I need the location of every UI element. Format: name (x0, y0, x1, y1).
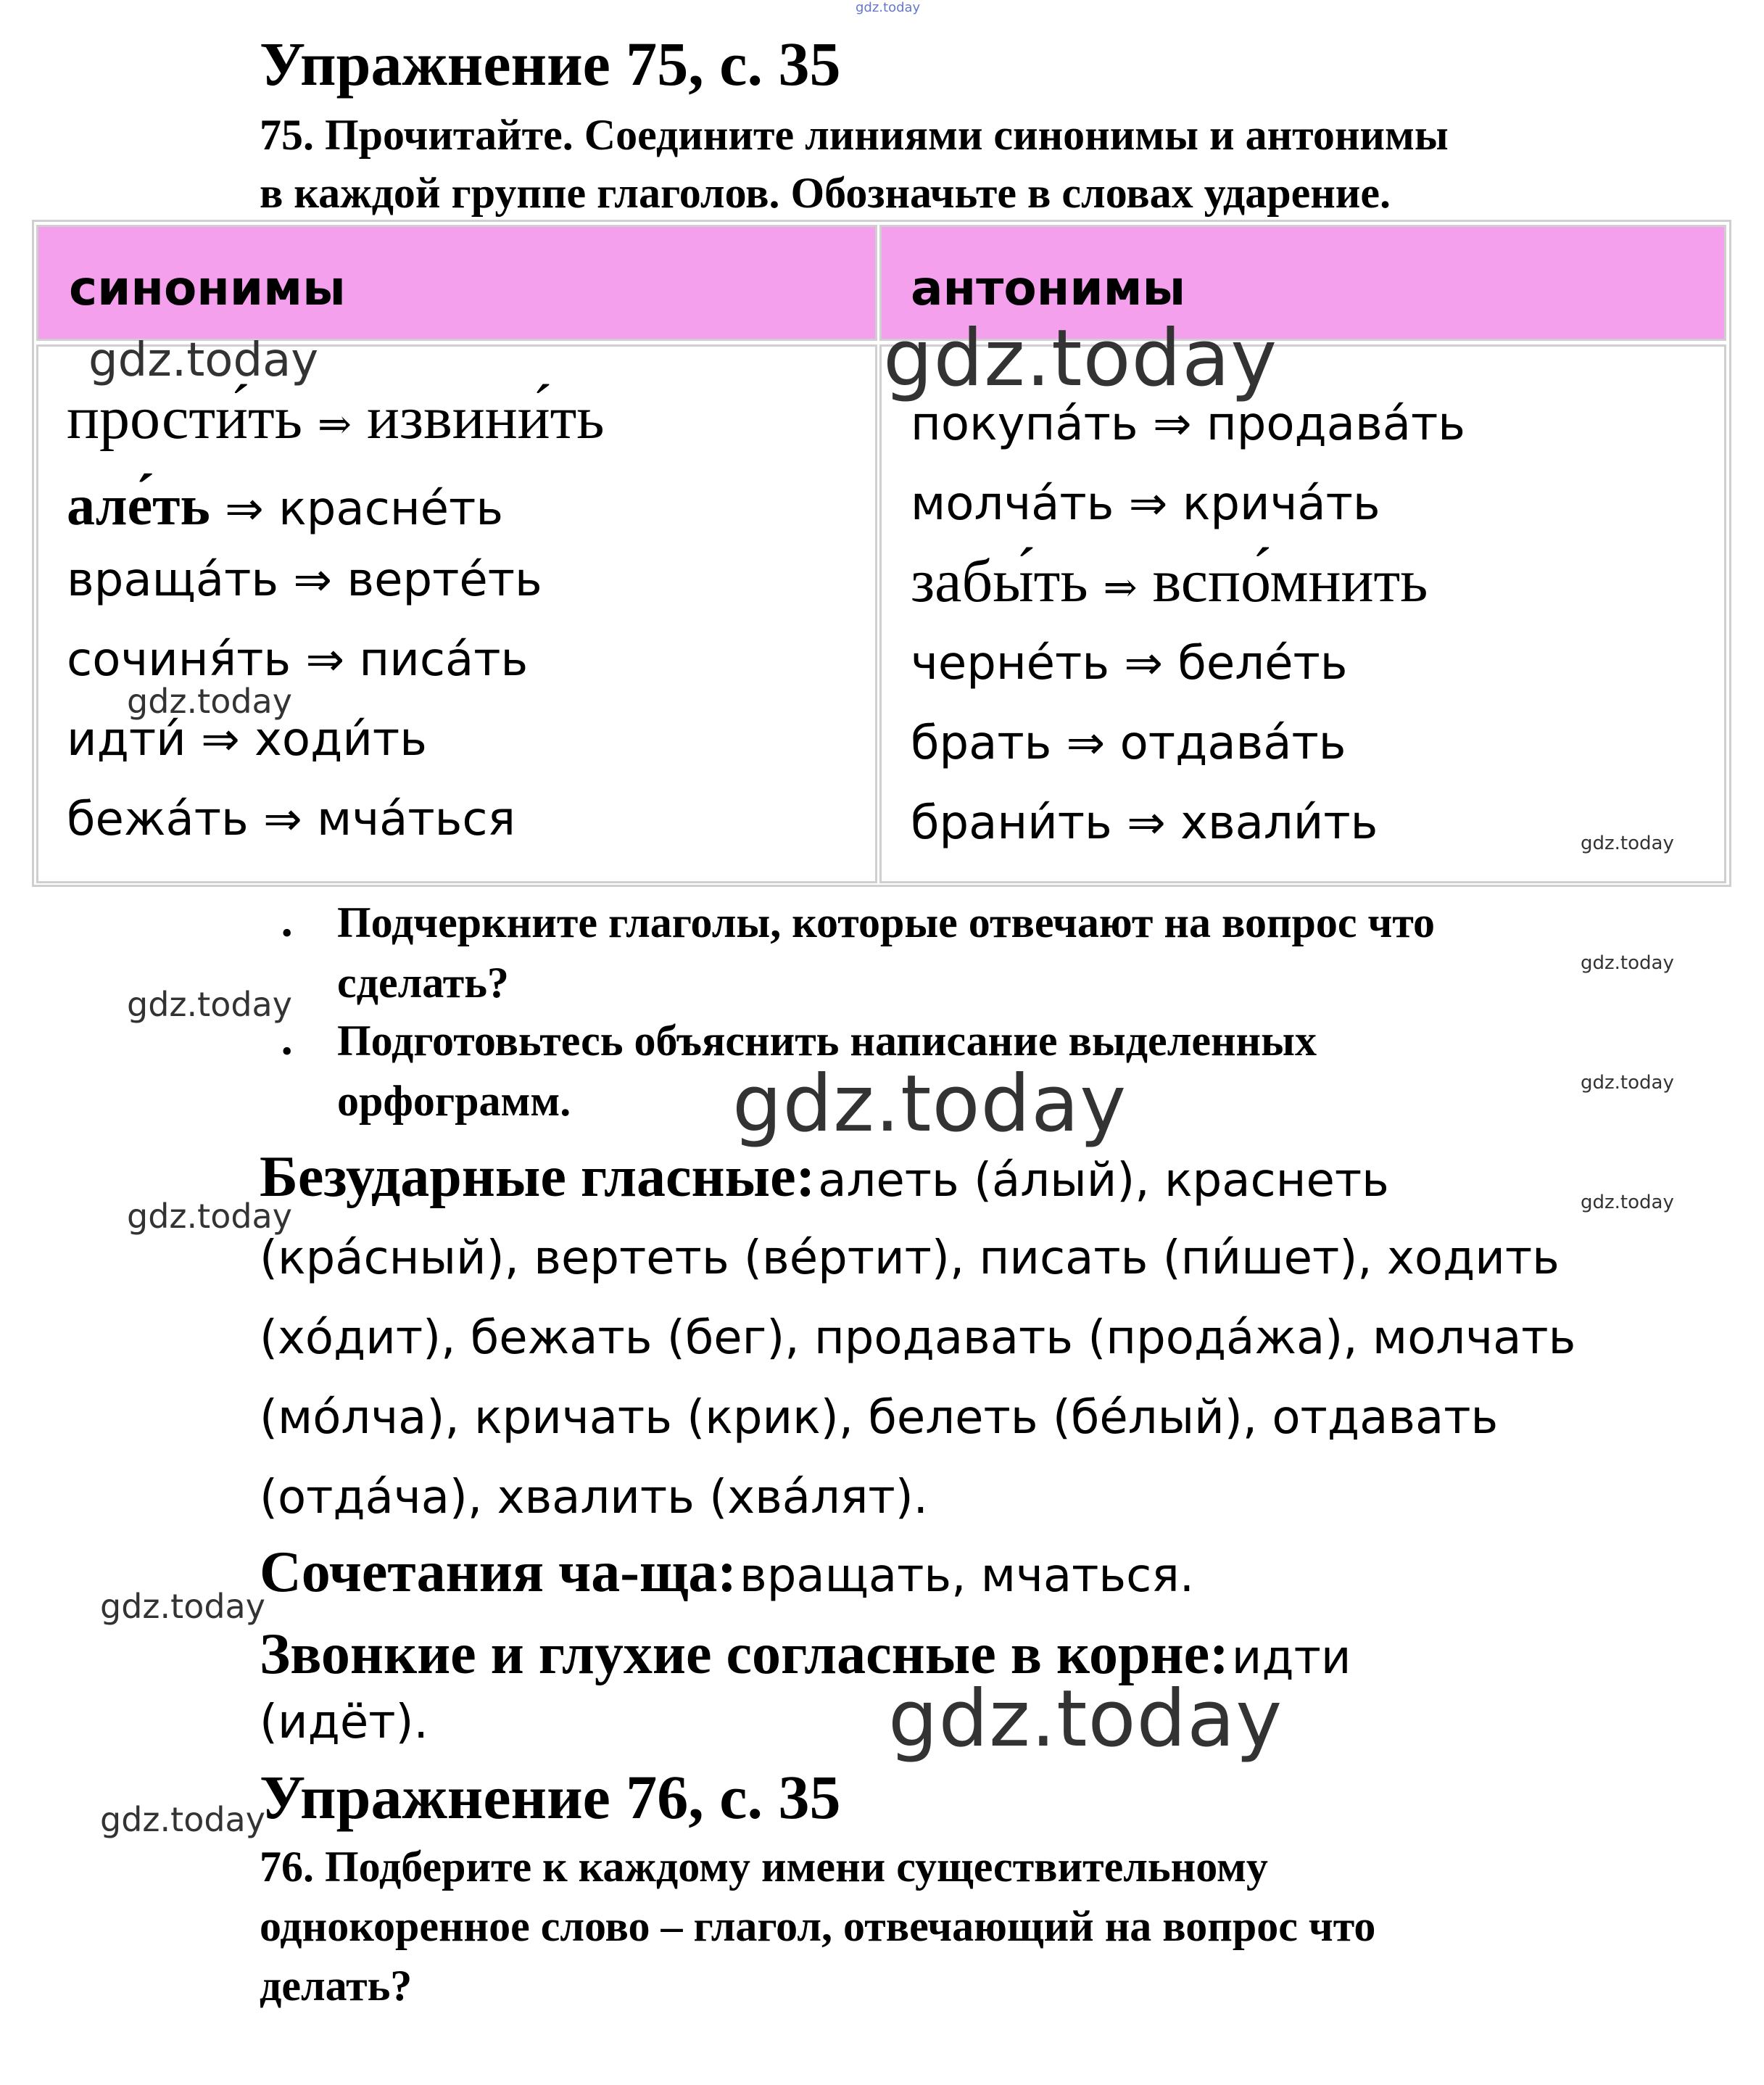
header-synonyms: синонимы (69, 260, 346, 316)
watermark: gdz.today (1581, 952, 1674, 974)
arrow: ⇒ (1124, 637, 1163, 690)
exercise-76-task-line-2: однокоренное слово – глагол, отвечающий на вопрос что (260, 1902, 1376, 1950)
voiced-text: идти (1231, 1631, 1351, 1685)
synonym-row (67, 713, 427, 767)
arrow: ⇒ (293, 553, 333, 607)
watermark: gdz.today (732, 1059, 1127, 1149)
watermark-top: gdz.today (856, 0, 921, 15)
watermark: gdz.today (127, 1197, 292, 1236)
bullet-2-line-1: Подготовьтесь объяснить написание выделенных (337, 1017, 1317, 1065)
bullet-dot: • (281, 915, 293, 951)
answer-unstressed-line-4: (мо́лча), кричать (крик), белеть (бе́лый), отдавать (260, 1391, 1499, 1445)
synonym-word-a: бежа́ть (67, 793, 249, 846)
synonym-word-b: мча́ться (317, 793, 516, 846)
header-antonyms: антонимы (911, 260, 1186, 316)
synonym-word-a: але́ть (67, 474, 210, 537)
exercise-76-task-line-1: 76. Подберите к каждому имени существительному (260, 1843, 1268, 1891)
bullet-1-line-2: сделать? (337, 959, 509, 1007)
antonym-row (911, 397, 1465, 451)
synonym-row (67, 384, 605, 452)
antonym-word-a: молча́ть (911, 477, 1114, 531)
synonym-row (67, 793, 516, 846)
watermark: gdz.today (883, 313, 1278, 404)
synonym-row (67, 553, 542, 607)
antonym-row (911, 637, 1348, 690)
answer-voiced-line-2: (идёт). (260, 1696, 428, 1749)
antonym-word-a: забы́ть (911, 548, 1088, 615)
antonym-row (911, 796, 1378, 850)
bullet-dot: • (281, 1033, 293, 1069)
antonym-word-b: беле́ть (1177, 637, 1348, 690)
watermark: gdz.today (88, 334, 319, 387)
exercise-75-task-line-1: 75. Прочитайте. Соедините линиями синонимы и антонимы (260, 111, 1449, 159)
unstressed-text: алеть (а́лый), краснеть (818, 1154, 1389, 1207)
synonym-word-b: красне́ть (278, 482, 504, 536)
watermark: gdz.today (1581, 1192, 1674, 1213)
synonym-word-a: враща́ть (67, 553, 279, 607)
arrow: ⇒ (1103, 566, 1138, 611)
answer-unstressed-line-3: (хо́дит), бежать (бег), продавать (прода́жа), молчать (260, 1311, 1576, 1365)
antonym-word-a: покупа́ть (911, 397, 1138, 451)
watermark: gdz.today (1581, 833, 1674, 854)
exercise-75-task-line-2: в каждой группе глаголов. Обозначьте в словах ударение. (260, 169, 1391, 217)
chascha-label: Сочетания ча-ща: (260, 1540, 737, 1604)
synonym-word-b: ходи́ть (254, 713, 427, 767)
answer-unstressed-line-5: (отда́ча), хвалить (хва́лят). (260, 1471, 928, 1524)
antonym-word-b: крича́ть (1182, 477, 1380, 531)
synonym-word-a: сочиня́ть (67, 633, 291, 687)
answer-unstressed-line-2: (кра́сный), вертеть (ве́ртит), писать (пи́шет), ходить (260, 1231, 1560, 1285)
watermark: gdz.today (1581, 1072, 1674, 1094)
antonym-word-a: черне́ть (911, 637, 1110, 690)
arrow: ⇒ (1127, 796, 1166, 850)
arrow: ⇒ (305, 633, 345, 687)
exercise-76-title: Упражнение 76, с. 35 (260, 1762, 841, 1832)
arrow: ⇒ (1152, 397, 1192, 451)
watermark: gdz.today (100, 1800, 265, 1839)
chascha-text: вращать, мчаться. (740, 1549, 1195, 1603)
synonym-word-a: идти́ (67, 713, 186, 767)
antonym-word-b: вспо́мнить (1152, 548, 1428, 615)
bullet-2-line-2: орфограмм. (337, 1077, 571, 1125)
watermark: gdz.today (100, 1587, 265, 1626)
synonym-row (67, 474, 504, 537)
antonym-row (911, 548, 1428, 615)
header-cell-synonyms (36, 225, 877, 341)
antonym-word-b: отдава́ть (1119, 717, 1346, 770)
arrow: ⇒ (1066, 717, 1106, 770)
antonym-word-a: брани́ть (911, 796, 1112, 850)
watermark: gdz.today (127, 682, 292, 721)
antonym-row (911, 477, 1380, 531)
arrow: ⇒ (318, 402, 352, 447)
voiced-label: Звонкие и глухие согласные в корне: (260, 1622, 1229, 1686)
antonym-word-a: брать (911, 717, 1052, 770)
answer-chascha (260, 1540, 1194, 1606)
arrow: ⇒ (225, 482, 264, 536)
arrow: ⇒ (201, 713, 240, 767)
arrow: ⇒ (263, 793, 302, 846)
antonym-word-b: продава́ть (1206, 397, 1465, 451)
synonym-word-b: верте́ть (347, 553, 542, 607)
bullet-1-line-1: Подчеркните глаголы, которые отвечают на вопрос что (337, 899, 1436, 946)
synonym-row (67, 633, 529, 687)
exercise-76-task-line-3: делать? (260, 1962, 413, 2010)
antonym-row (911, 717, 1346, 770)
watermark: gdz.today (888, 1674, 1283, 1764)
synonym-word-a: прости́ть (67, 384, 303, 452)
exercise-75-title: Упражнение 75, с. 35 (260, 29, 841, 99)
synonym-word-b: писа́ть (359, 633, 529, 687)
watermark: gdz.today (127, 985, 292, 1024)
synonym-word-b: извини́ть (366, 384, 605, 452)
arrow: ⇒ (1128, 477, 1168, 531)
antonym-word-b: хвали́ть (1180, 796, 1378, 850)
answer-unstressed-line-1 (260, 1144, 1389, 1210)
unstressed-label: Безударные гласные: (260, 1145, 816, 1209)
